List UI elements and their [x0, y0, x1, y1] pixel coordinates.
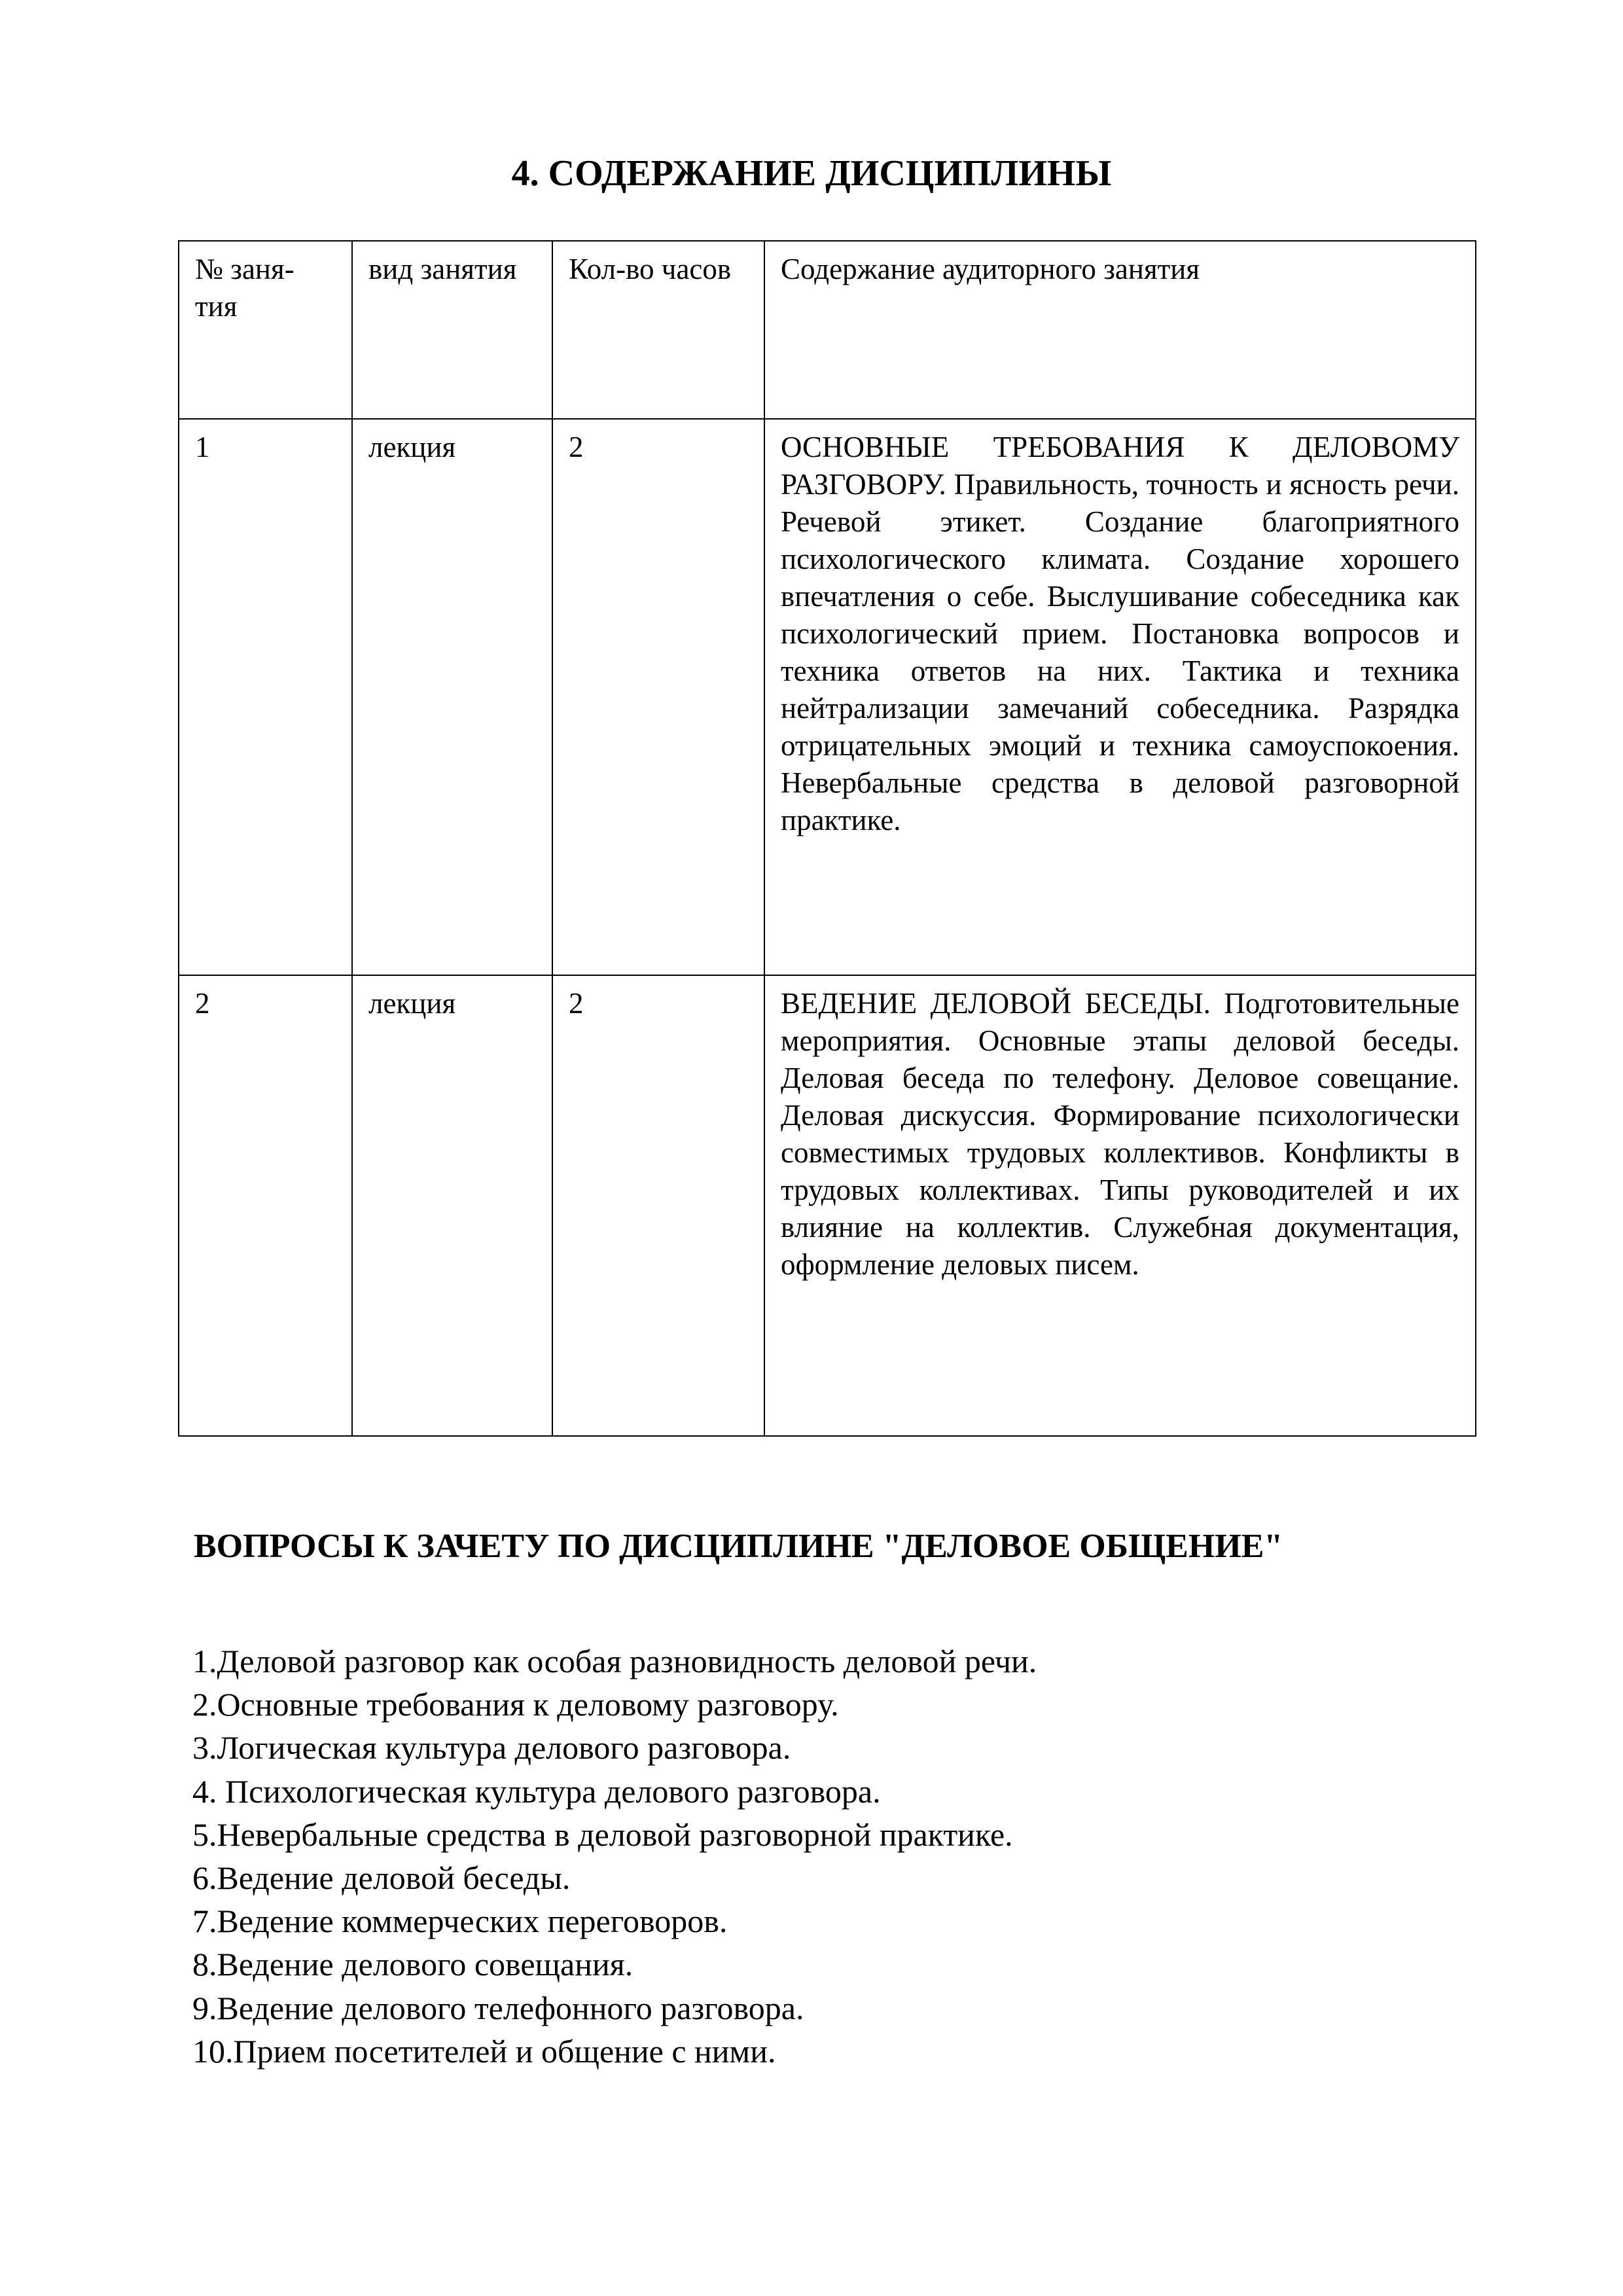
header-hours: Кол-во часов [552, 241, 764, 419]
lesson-number-cell: 1 [179, 419, 352, 975]
question-item: 3.Логическая культура делового разговора. [192, 1729, 791, 1767]
question-item: 6.Ведение деловой беседы. [192, 1859, 571, 1897]
header-lesson-type: вид занятия [352, 241, 552, 419]
question-item: 2.Основные требования к деловому разговору. [192, 1686, 839, 1723]
question-item: 4. Психологическая культура делового разговора. [192, 1772, 881, 1810]
lesson-content-cell: ВЕДЕНИЕ ДЕЛОВОЙ БЕСЕДЫ. Подготовительные мероприятия. Основные этапы деловой беседы. Деловая беседа по телефону. Деловое совещание. Деловая дискуссия. Формирование психологически совместимых трудовых коллективов. Конфликты в трудовых коллективах. Типы руководителей и их влияние на коллектив. Служебная документация, оформление деловых писем. [764, 975, 1476, 1436]
question-item: 8.Ведение делового совещания. [192, 1946, 633, 1983]
header-content: Содержание аудиторного занятия [764, 241, 1476, 419]
table-header-row [179, 241, 1476, 419]
lesson-number-cell: 2 [179, 975, 352, 1436]
page-title: 4. СОДЕРЖАНИЕ ДИСЦИПЛИНЫ [511, 153, 1112, 194]
question-item: 7.Ведение коммерческих переговоров. [192, 1903, 728, 1940]
discipline-content-table [178, 240, 1476, 1437]
questions-list [192, 1640, 1462, 2073]
lesson-hours-cell: 2 [552, 419, 764, 975]
question-item: 5.Невербальные средства в деловой разговорной практике. [192, 1816, 1013, 1853]
questions-heading: ВОПРОСЫ К ЗАЧЕТУ ПО ДИСЦИПЛИНЕ "ДЕЛОВОЕ ОБЩЕНИЕ" [194, 1528, 1283, 1565]
lesson-content-cell: ОСНОВНЫЕ ТРЕБОВАНИЯ К ДЕЛОВОМУ РАЗГОВОРУ. Правильность, точность и ясность речи. Речевой этикет. Создание благоприятного психологического климата. Создание хорошего впечатления о себе. Выслушивание собеседника как психологический прием. Постановка вопросов и техника ответов на них. Тактика и техника нейтрализации замечаний собеседника. Разрядка отрицательных эмоций и техника самоуспокоения. Невербальные средства в деловой разговорной практике. [764, 419, 1476, 975]
header-lesson-number: № заня-тия [179, 241, 352, 419]
question-item: 1.Деловой разговор как особая разновидность деловой речи. [192, 1643, 1037, 1679]
lesson-type-cell: лекция [352, 419, 552, 975]
lesson-hours-cell: 2 [552, 975, 764, 1436]
question-item: 10.Прием посетителей и общение с ними. [192, 2032, 776, 2070]
lesson-type-cell: лекция [352, 975, 552, 1436]
table-row [179, 975, 1476, 1436]
question-item: 9.Ведение делового телефонного разговора. [192, 1989, 804, 2026]
table-row [179, 419, 1476, 975]
